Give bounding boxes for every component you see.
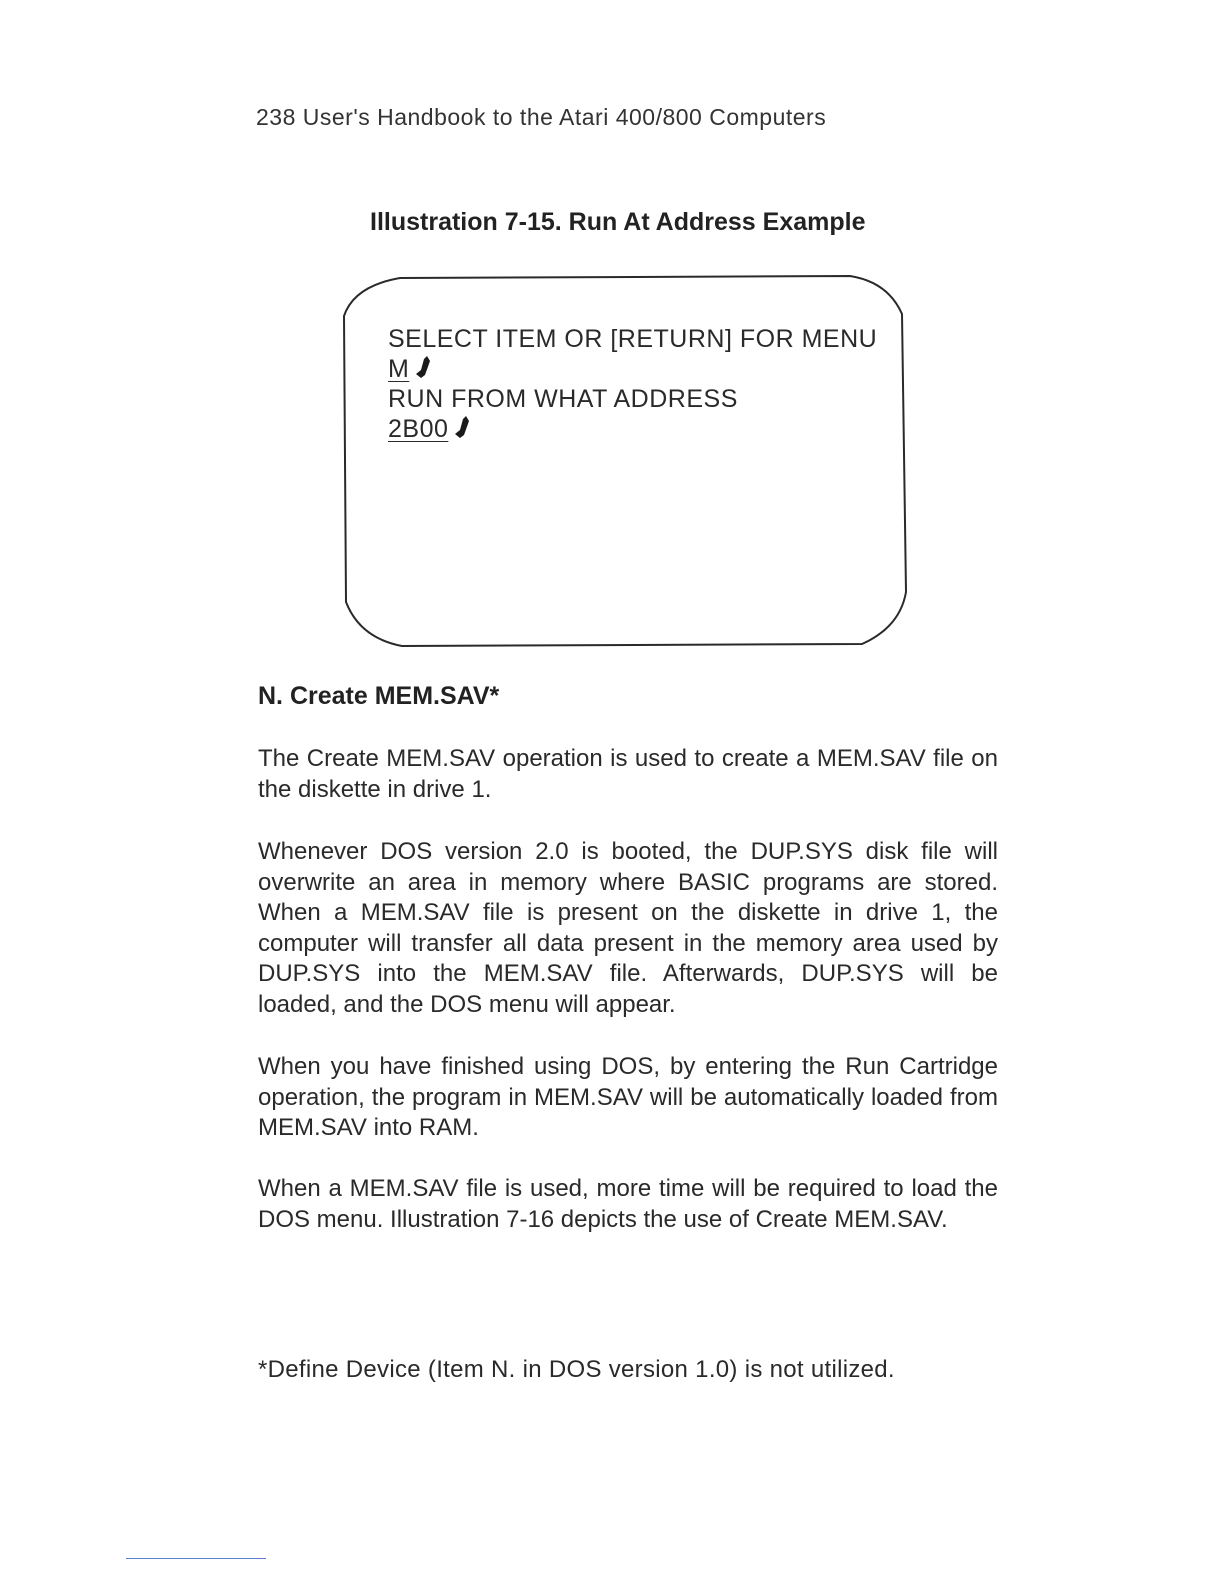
footnote-rule	[126, 1558, 266, 1559]
return-key-icon	[454, 415, 470, 439]
body-paragraph: The Create MEM.SAV operation is used to create a MEM.SAV file on the diskette in drive 1.	[258, 745, 998, 803]
figure-caption: Illustration 7-15. Run At Address Example	[370, 208, 866, 236]
body-paragraph: Whenever DOS version 2.0 is booted, the DUP.SYS disk file will overwrite an area in memory where BASIC programs are stored. When a MEM.SAV file is present on the diskette in drive 1, the computer will transfer all data present in the memory area used by DUP.SYS into the MEM.SAV file. Afterwards, DUP.SYS will be loaded, and the DOS menu will appear.	[258, 838, 998, 1018]
typed-entry-m: M	[388, 355, 410, 383]
return-key-icon	[415, 355, 431, 379]
screen-entry-line	[388, 354, 877, 384]
footnote: *Define Device (Item N. in DOS version 1.0) is not utilized.	[258, 1356, 895, 1383]
screen-prompt-line: SELECT ITEM OR [RETURN] FOR MENU	[388, 325, 878, 353]
screen-question-line: RUN FROM WHAT ADDRESS	[388, 385, 738, 413]
section-heading: N. Create MEM.SAV*	[258, 682, 500, 710]
body-paragraph: When you have finished using DOS, by entering the Run Cartridge operation, the program in MEM.SAV will be automatically loaded from MEM.SAV into RAM.	[258, 1053, 998, 1141]
screen-text	[388, 324, 877, 444]
body-paragraph: When a MEM.SAV file is used, more time will be required to load the DOS menu. Illustration 7-16 depicts the use of Create MEM.SAV.	[258, 1175, 998, 1233]
running-header: 238 User's Handbook to the Atari 400/800 Computers	[256, 104, 827, 130]
screen-entry-line	[388, 414, 877, 444]
typed-entry-address: 2B00	[388, 415, 449, 443]
